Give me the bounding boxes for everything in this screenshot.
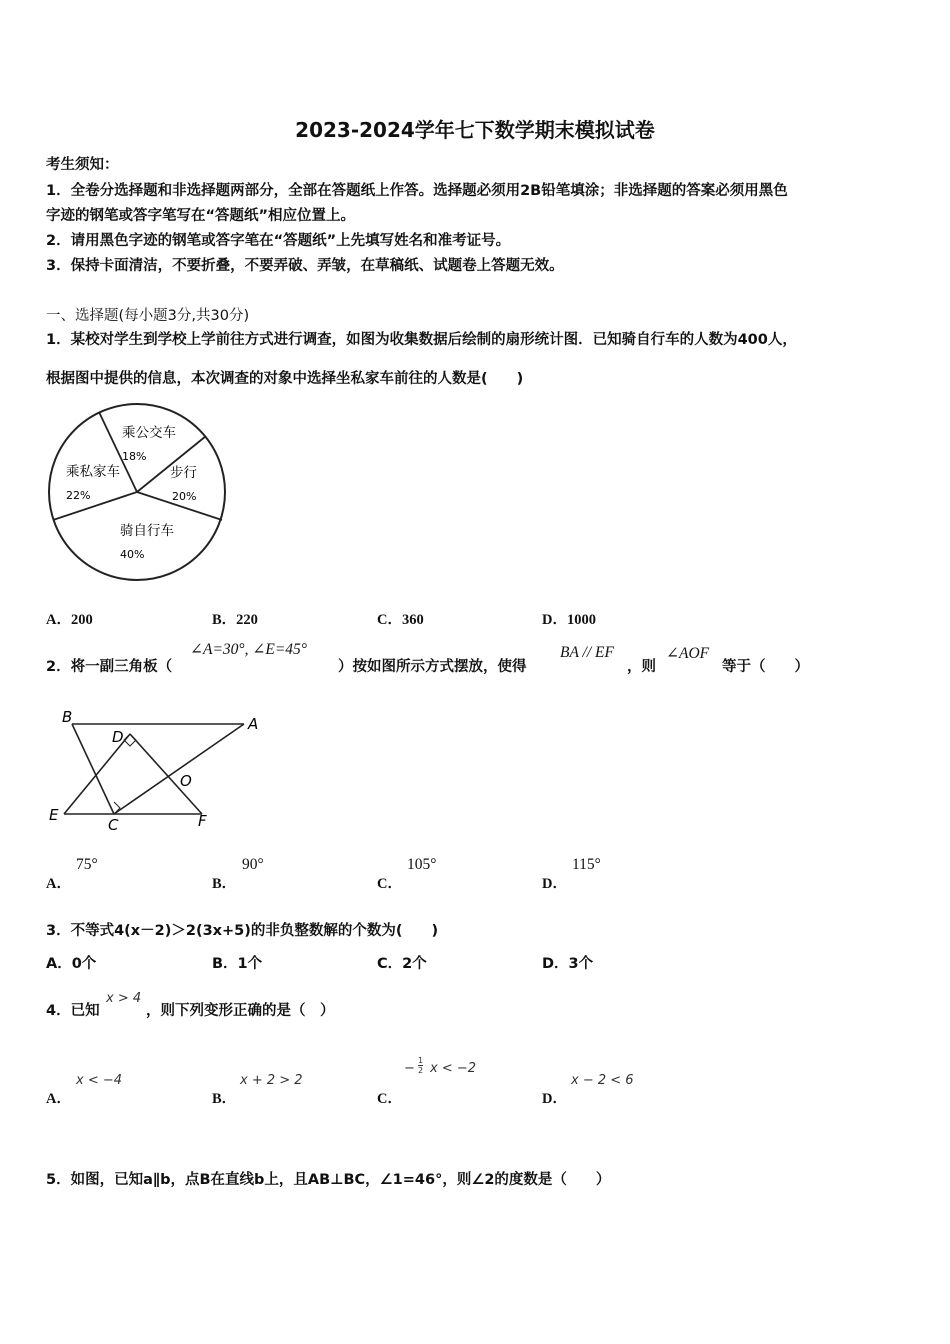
q4-condition: x > 4 [106, 991, 142, 1006]
point-label-C: C [108, 816, 119, 834]
line-ED [64, 734, 130, 814]
pie-label-walk: 步行 [170, 465, 197, 481]
q4-option-b-value: x + 2 > 2 [240, 1073, 303, 1088]
notice-heading: 考生须知： [46, 157, 119, 173]
notice-item-1: 1．全卷分选择题和非选择题两部分，全部在答题纸上作答。选择题必须用2B铅笔填涂；非选择题的答案必须用黑色 [46, 183, 788, 199]
q4-option-d-letter: D． [542, 1091, 567, 1107]
q4-option-c-value: x < −2 [430, 1061, 477, 1076]
q2-option-b-letter: B． [212, 876, 237, 892]
q3-option-d: D．3个 [542, 956, 594, 972]
q1-option-c: C．360 [377, 612, 424, 628]
q4-option-a-value: x < −4 [76, 1073, 123, 1088]
q4-option-c-fraction [418, 1056, 423, 1075]
pie-label-bus: 乘公交车 [122, 425, 176, 441]
page-title: 2023-2024学年七下数学期末模拟试卷 [295, 118, 655, 142]
pie-divider-2 [137, 436, 206, 492]
point-label-B: B [62, 708, 73, 726]
q5-text: 5．如图，已知a∥b，点B在直线b上，且AB⊥BC，∠1=46°，则∠2的度数是（ ） [46, 1172, 611, 1188]
pie-pct-bus: 18% [122, 450, 147, 463]
q2-triangle-diagram [44, 702, 274, 837]
q2-option-d-value: 115° [572, 856, 601, 873]
q2-then: ，则 [627, 659, 656, 675]
q2-mid: ）按如图所示方式摆放，使得 [338, 659, 527, 675]
q3-option-c: C．2个 [377, 956, 427, 972]
q2-option-c-letter: C． [377, 876, 402, 892]
section-heading: 一、选择题(每小题3分,共30分) [46, 308, 250, 324]
notice-item-3: 3．保持卡面清洁，不要折叠，不要弄破、弄皱，在草稿纸、试题卷上答题无效。 [46, 258, 564, 274]
q4-option-d-value: x − 2 < 6 [571, 1073, 634, 1088]
q3-option-a: A．0个 [46, 956, 97, 972]
q2-option-a-letter: A． [46, 876, 71, 892]
q2-option-b-value: 90° [242, 856, 264, 873]
q4-option-c-letter: C． [377, 1091, 402, 1107]
q2-suffix: 等于（ ） [722, 659, 809, 675]
q2-angle: ∠AOF [666, 645, 710, 662]
q1-option-d: D．1000 [542, 612, 596, 628]
q2-option-d-letter: D． [542, 876, 567, 892]
q1-option-a: A．200 [46, 612, 93, 628]
q2-option-c-value: 105° [407, 856, 437, 873]
point-label-E: E [49, 806, 59, 824]
q4-option-b-letter: B． [212, 1091, 237, 1107]
q4-option-c-numerator: 1 [418, 1056, 424, 1065]
q2-parallel: BA // EF [560, 644, 614, 661]
point-label-A: A [248, 715, 259, 733]
q3-text: 3．不等式4(x－2)＞2(3x+5)的非负整数解的个数为( ) [46, 923, 439, 939]
pie-pct-walk: 20% [172, 490, 197, 503]
q1-text-line1: 1．某校对学生到学校上学前往方式进行调查，如图为收集数据后绘制的扇形统计图．已知骑自行车的人数为400人， [46, 332, 797, 348]
point-label-F: F [198, 812, 207, 830]
pie-label-bicycle: 骑自行车 [120, 523, 174, 539]
point-label-O: O [180, 772, 192, 790]
q2-option-a-value: 75° [76, 856, 98, 873]
q4-option-c-denominator: 2 [418, 1066, 424, 1075]
line-BC [72, 724, 114, 814]
point-label-D: D [112, 728, 124, 746]
notice-item-2: 2．请用黑色字迹的钢笔或答字笔在“答题纸”上先填写姓名和准考证号。 [46, 233, 511, 249]
pie-label-car: 乘私家车 [66, 464, 120, 480]
pie-pct-car: 22% [66, 489, 91, 502]
q1-text-line2: 根据图中提供的信息，本次调查的对象中选择坐私家车前往的人数是( ) [46, 371, 524, 387]
q4-suffix: ，则下列变形正确的是（ ） [146, 1003, 335, 1019]
q3-option-b: B．1个 [212, 956, 263, 972]
pie-pct-bicycle: 40% [120, 548, 145, 561]
q4-prefix: 4．已知 [46, 1003, 100, 1019]
q1-pie-chart [44, 400, 234, 585]
q1-option-b: B．220 [212, 612, 258, 628]
q4-option-c-minus: − [404, 1061, 415, 1076]
q2-condition: ∠A=30°, ∠E=45° [190, 641, 307, 658]
q2-prefix: 2．将一副三角板（ [46, 659, 173, 675]
notice-item-1-cont: 字迹的钢笔或答字笔写在“答题纸”相应位置上。 [46, 208, 356, 224]
q4-option-a-letter: A． [46, 1091, 71, 1107]
